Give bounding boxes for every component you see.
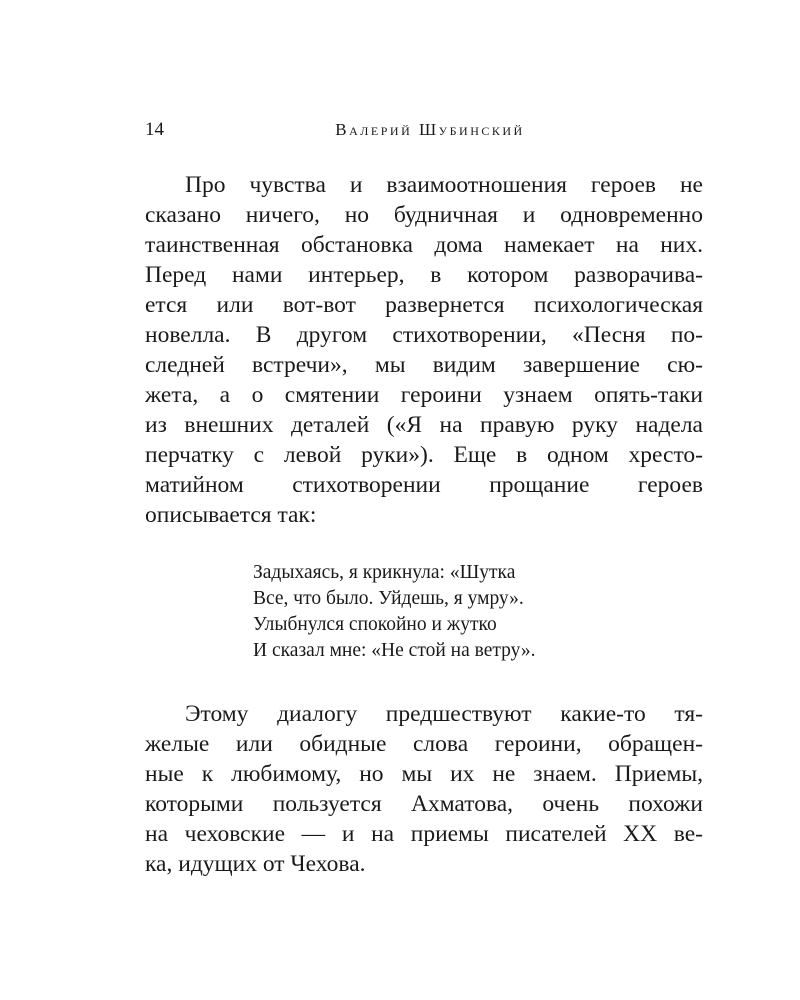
- paragraph-1-line: новелла. В другом стихотворении, «Песня по-: [145, 322, 703, 348]
- verse-line: И сказал мне: «Не стой на ветру».: [253, 640, 536, 661]
- paragraph-1-line: перчатку с левой руки»). Еще в одном хресто-: [145, 442, 703, 468]
- paragraph-2-line: Этому диалогу предшествуют какие-то тя-: [185, 701, 703, 727]
- paragraph-1-line: ется или вот-вот развернется психологическая: [145, 292, 703, 318]
- running-head: [145, 117, 701, 143]
- paragraph-2-line: желые или обидные слова героини, обращен-: [145, 731, 703, 757]
- paragraph-1-line: сказано ничего, но будничная и одновременно: [145, 202, 703, 228]
- paragraph-1-line: таинственная обстановка дома намекает на них.: [145, 232, 703, 258]
- paragraph-1: [145, 170, 703, 530]
- paragraph-1-line: матийном стихотворении прощание героев: [145, 472, 703, 498]
- paragraph-1-line: следней встречи», мы видим завершение сю-: [145, 352, 703, 378]
- paragraph-2: [145, 699, 703, 879]
- verse-line: Все, что было. Уйдешь, я умру».: [253, 588, 524, 609]
- paragraph-2-line: ка, идущих от Чехова.: [145, 851, 366, 877]
- page-number: 14: [145, 119, 164, 140]
- running-title: Валерий Шубинский: [335, 120, 525, 139]
- paragraph-1-line: описывается так:: [145, 502, 317, 528]
- verse-quote: [253, 560, 673, 664]
- verse-line: Задыхаясь, я крикнула: «Шутка: [253, 562, 516, 583]
- paragraph-1-line: жета, а о смятении героини узнаем опять-таки: [145, 382, 703, 408]
- paragraph-2-line: которыми пользуется Ахматова, очень похожи: [145, 791, 703, 817]
- paragraph-1-line: из внешних деталей («Я на правую руку надела: [145, 412, 703, 438]
- verse-line: Улыбнулся спокойно и жутко: [253, 614, 497, 635]
- paragraph-2-line: ные к любимому, но мы их не знаем. Приемы,: [145, 761, 703, 787]
- paragraph-1-line: Про чувства и взаимоотношения героев не: [185, 172, 703, 198]
- paragraph-1-line: Перед нами интерьер, в котором разворачива-: [145, 262, 703, 288]
- paragraph-2-line: на чеховские — и на приемы писателей XX ве-: [145, 821, 703, 847]
